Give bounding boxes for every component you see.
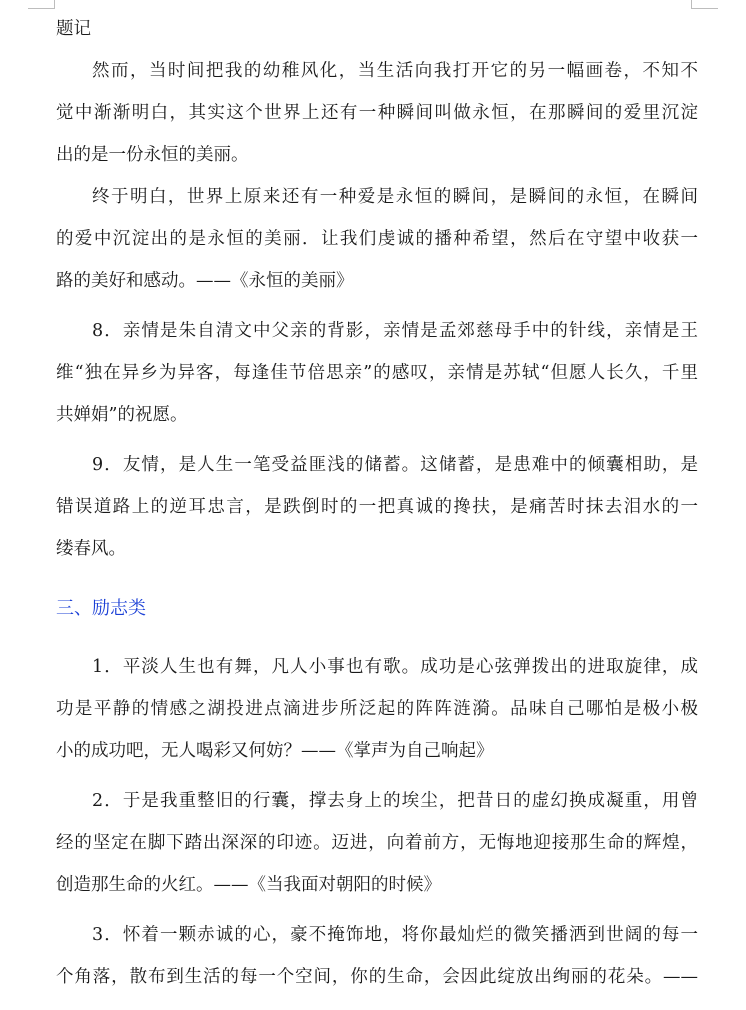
text-line: 个角落，散布到生活的每一个空间，你的生命，会因此绽放出绚丽的花朵。——: [56, 967, 698, 987]
text-line: 9．友情，是人生一笔受益匪浅的储蓄。这储蓄，是患难中的倾囊相助，是: [92, 455, 698, 475]
text-line: 1．平淡人生也有舞，凡人小事也有歌。成功是心弦弹拨出的进取旋律，成: [92, 657, 698, 677]
text-line: 然而，当时间把我的幼稚风化，当生活向我打开它的另一幅画卷，不知不: [92, 61, 698, 81]
text-line: 共婵娟”的祝愿。: [56, 405, 188, 425]
text-line: 终于明白，世界上原来还有一种爱是永恒的瞬间，是瞬间的永恒，在瞬间: [92, 187, 698, 207]
section-heading: 三、励志类: [56, 598, 146, 619]
text-line: 小的成功吧，无人喝彩又何妨？——《掌声为自己响起》: [56, 741, 494, 761]
text-line: 题记: [56, 19, 91, 39]
text-line: 8．亲情是朱自清文中父亲的背影，亲情是孟郊慈母手中的针线，亲情是王: [92, 321, 698, 341]
text-line: 维“独在异乡为异客，每逢佳节倍思亲”的感叹，亲情是苏轼“但愿人长久，千里: [56, 363, 698, 383]
text-line: 缕春风。: [56, 539, 126, 559]
text-line: 路的美好和感动。——《永恒的美丽》: [56, 271, 354, 291]
text-line: 经的坚定在脚下踏出深深的印迹。迈进，向着前方，无悔地迎接那生命的辉煌，: [56, 833, 698, 853]
text-line: 功是平静的情感之湖投进点滴进步所泛起的阵阵涟漪。品味自己哪怕是极小极: [56, 699, 698, 719]
page-corner-mark-left: [28, 0, 55, 9]
text-line: 3．怀着一颗赤诚的心，豪不掩饰地，将你最灿烂的微笑播洒到世阔的每一: [92, 925, 698, 945]
text-line: 出的是一份永恒的美丽。: [56, 145, 249, 165]
text-line: 觉中渐渐明白，其实这个世界上还有一种瞬间叫做永恒，在那瞬间的爱里沉淀: [56, 103, 698, 123]
text-line: 的爱中沉淀出的是永恒的美丽．让我们虔诚的播种希望，然后在守望中收获一: [56, 229, 698, 249]
text-line: 2．于是我重整旧的行囊，撑去身上的埃尘，把昔日的虚幻换成凝重，用曾: [92, 791, 698, 811]
text-line: 错误道路上的逆耳忠言，是跌倒时的一把真诚的搀扶，是痛苦时抹去泪水的一: [56, 497, 698, 517]
document-body: [56, 8, 698, 998]
text-line: 创造那生命的火红。——《当我面对朝阳的时候》: [56, 875, 441, 895]
